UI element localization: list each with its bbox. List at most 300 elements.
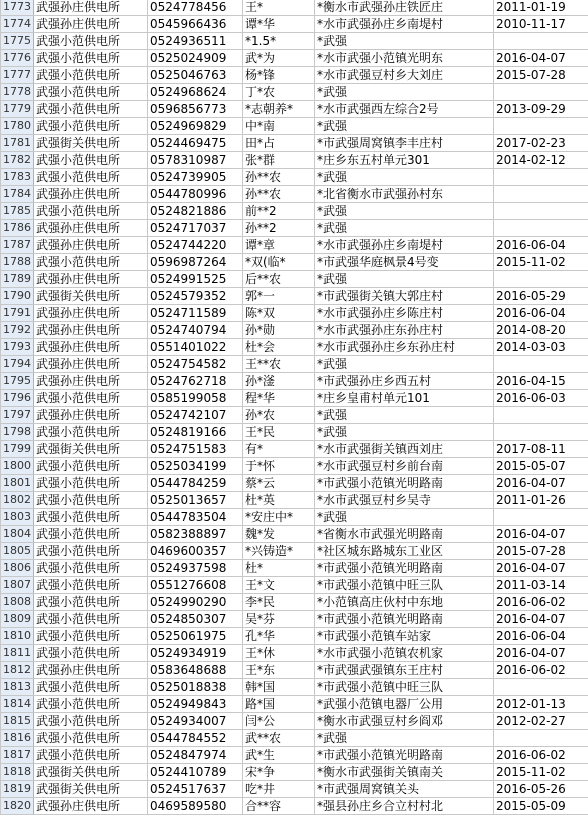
date-cell[interactable]: 2015-07-28 [494, 543, 588, 560]
date-cell[interactable]: 2016-04-07 [494, 50, 588, 67]
unit-cell[interactable]: 武强小范供电所 [34, 560, 148, 577]
table-row [1, 390, 588, 407]
name-cell[interactable]: 吃*井 [243, 781, 315, 798]
row-number-header[interactable]: 1775 [1, 33, 34, 50]
name-cell[interactable]: 合**容 [243, 798, 315, 815]
address-cell[interactable]: *武强 [315, 407, 494, 424]
address-cell[interactable]: *武强 [315, 84, 494, 101]
unit-cell[interactable]: 武强小范供电所 [34, 526, 148, 543]
row-number-header[interactable]: 1812 [1, 662, 34, 679]
address-cell[interactable]: *庄乡东五村单元301 [315, 152, 494, 169]
name-cell[interactable]: *安庄中* [243, 509, 315, 526]
unit-cell[interactable]: 武强小范供电所 [34, 543, 148, 560]
name-cell[interactable]: 孙*滏 [243, 373, 315, 390]
address-cell[interactable]: *水市武强小范镇农机家 [315, 645, 494, 662]
account-cell[interactable]: 0525013657 [148, 492, 243, 509]
date-cell[interactable] [494, 509, 588, 526]
row-number-header[interactable]: 1783 [1, 169, 34, 186]
row-number-header[interactable]: 1809 [1, 611, 34, 628]
address-cell[interactable]: *水市武强孙庄乡南堤村 [315, 16, 494, 33]
account-cell[interactable]: 0524936511 [148, 33, 243, 50]
name-cell[interactable]: 吴*芬 [243, 611, 315, 628]
date-cell[interactable] [494, 424, 588, 441]
unit-cell[interactable]: 武强孙庄供电所 [34, 16, 148, 33]
unit-cell[interactable]: 武强孙庄供电所 [34, 339, 148, 356]
account-cell[interactable]: 0524711589 [148, 305, 243, 322]
address-cell[interactable]: *社区城东路城东工业区 [315, 543, 494, 560]
row-number-header[interactable]: 1796 [1, 390, 34, 407]
row-number-header[interactable]: 1808 [1, 594, 34, 611]
address-cell[interactable]: *庄乡皇甫村单元101 [315, 390, 494, 407]
account-cell[interactable]: 0596987264 [148, 254, 243, 271]
address-cell[interactable]: *水市武强街关镇西刘庄 [315, 441, 494, 458]
address-cell[interactable]: *武强 [315, 169, 494, 186]
date-cell[interactable]: 2013-09-29 [494, 101, 588, 118]
account-cell[interactable]: 0524742107 [148, 407, 243, 424]
account-cell[interactable]: 0524991525 [148, 271, 243, 288]
address-cell[interactable]: *水市武强豆村乡吴寺 [315, 492, 494, 509]
date-cell[interactable]: 2016-05-26 [494, 781, 588, 798]
date-cell[interactable] [494, 220, 588, 237]
unit-cell[interactable]: 武强孙庄供电所 [34, 798, 148, 815]
date-cell[interactable]: 2012-02-27 [494, 713, 588, 730]
date-cell[interactable] [494, 730, 588, 747]
address-cell[interactable]: *水市武强小范镇光明东 [315, 50, 494, 67]
unit-cell[interactable]: 武强孙庄供电所 [34, 0, 148, 16]
row-number-header[interactable]: 1781 [1, 135, 34, 152]
table-row [1, 764, 588, 781]
row-number-header[interactable]: 1820 [1, 798, 34, 815]
unit-cell[interactable]: 武强小范供电所 [34, 67, 148, 84]
address-cell[interactable]: *市武强小范镇车站家 [315, 628, 494, 645]
unit-cell[interactable]: 武强小范供电所 [34, 679, 148, 696]
account-cell[interactable]: 0524949843 [148, 696, 243, 713]
address-cell[interactable]: *水市武强孙庄乡南堤村 [315, 237, 494, 254]
row-number-header[interactable]: 1797 [1, 407, 34, 424]
name-cell[interactable]: 宋*争 [243, 764, 315, 781]
account-cell[interactable]: 0578310987 [148, 152, 243, 169]
address-cell[interactable]: *水市武强西左综合2号 [315, 101, 494, 118]
table-row [1, 16, 588, 33]
unit-cell[interactable]: 武强小范供电所 [34, 577, 148, 594]
address-cell[interactable]: *市武强周窝镇李丰庄村 [315, 135, 494, 152]
date-cell[interactable] [494, 203, 588, 220]
date-cell[interactable]: 2015-05-09 [494, 798, 588, 815]
row-number-header[interactable]: 1780 [1, 118, 34, 135]
unit-cell[interactable]: 武强小范供电所 [34, 747, 148, 764]
row-number-header[interactable]: 1810 [1, 628, 34, 645]
row-number-header[interactable]: 1794 [1, 356, 34, 373]
table-row [1, 696, 588, 713]
date-cell[interactable]: 2010-11-17 [494, 16, 588, 33]
name-cell[interactable]: *志朝养* [243, 101, 315, 118]
account-cell[interactable]: 0525024909 [148, 50, 243, 67]
address-cell[interactable]: *武强 [315, 730, 494, 747]
name-cell[interactable]: 武**农 [243, 730, 315, 747]
address-cell[interactable]: *市武强华庭枫景4号变 [315, 254, 494, 271]
row-number-header[interactable]: 1777 [1, 67, 34, 84]
name-cell[interactable]: 蔡*云 [243, 475, 315, 492]
unit-cell[interactable]: 武强孙庄供电所 [34, 186, 148, 203]
account-cell[interactable]: 0525046763 [148, 67, 243, 84]
unit-cell[interactable]: 武强街关供电所 [34, 441, 148, 458]
row-number-header[interactable]: 1799 [1, 441, 34, 458]
date-cell[interactable]: 2014-03-03 [494, 339, 588, 356]
unit-cell[interactable]: 武强小范供电所 [34, 84, 148, 101]
account-cell[interactable]: 0524937598 [148, 560, 243, 577]
row-number-header[interactable]: 1805 [1, 543, 34, 560]
date-cell[interactable]: 2016-06-03 [494, 390, 588, 407]
date-cell[interactable]: 2015-07-28 [494, 67, 588, 84]
row-number-header[interactable]: 1785 [1, 203, 34, 220]
address-cell[interactable]: *武强 [315, 118, 494, 135]
account-cell[interactable]: 0524934007 [148, 713, 243, 730]
account-cell[interactable]: 0524751583 [148, 441, 243, 458]
row-number-header[interactable]: 1789 [1, 271, 34, 288]
account-cell[interactable]: 0524762718 [148, 373, 243, 390]
unit-cell[interactable]: 武强小范供电所 [34, 152, 148, 169]
account-cell[interactable]: 0524990290 [148, 594, 243, 611]
unit-cell[interactable]: 武强小范供电所 [34, 713, 148, 730]
row-number-header[interactable]: 1814 [1, 696, 34, 713]
name-cell[interactable]: 杜*英 [243, 492, 315, 509]
unit-cell[interactable]: 武强小范供电所 [34, 50, 148, 67]
address-cell[interactable]: *武强 [315, 509, 494, 526]
row-number-header[interactable]: 1793 [1, 339, 34, 356]
unit-cell[interactable]: 武强小范供电所 [34, 611, 148, 628]
date-cell[interactable] [494, 271, 588, 288]
date-cell[interactable]: 2015-05-07 [494, 458, 588, 475]
account-cell[interactable]: 0524850307 [148, 611, 243, 628]
row-number-header[interactable]: 1778 [1, 84, 34, 101]
date-cell[interactable]: 2016-06-02 [494, 594, 588, 611]
date-cell[interactable]: 2015-11-02 [494, 254, 588, 271]
name-cell[interactable]: 王*民 [243, 424, 315, 441]
name-cell[interactable]: 孙**农 [243, 186, 315, 203]
name-cell[interactable]: 田*占 [243, 135, 315, 152]
unit-cell[interactable]: 武强小范供电所 [34, 594, 148, 611]
name-cell[interactable]: 谭*华 [243, 16, 315, 33]
date-cell[interactable] [494, 356, 588, 373]
row-number-header[interactable]: 1791 [1, 305, 34, 322]
name-cell[interactable]: 王*东 [243, 662, 315, 679]
unit-cell[interactable]: 武强小范供电所 [34, 424, 148, 441]
row-number-header[interactable]: 1800 [1, 458, 34, 475]
name-cell[interactable]: 后**农 [243, 271, 315, 288]
table-row [1, 628, 588, 645]
address-cell[interactable]: *北省衡水市武强孙村东 [315, 186, 494, 203]
address-cell[interactable]: *武强 [315, 203, 494, 220]
account-cell[interactable]: 0544784259 [148, 475, 243, 492]
address-cell[interactable]: *衡水市武强街关镇南关 [315, 764, 494, 781]
name-cell[interactable]: 陈*双 [243, 305, 315, 322]
account-cell[interactable]: 0524847974 [148, 747, 243, 764]
account-cell[interactable]: 0525034199 [148, 458, 243, 475]
row-number-header[interactable]: 1817 [1, 747, 34, 764]
address-cell[interactable]: *市武强小范镇光明路南 [315, 560, 494, 577]
unit-cell[interactable]: 武强孙庄供电所 [34, 662, 148, 679]
account-cell[interactable]: 0524778456 [148, 0, 243, 16]
name-cell[interactable]: *1.5* [243, 33, 315, 50]
account-cell[interactable]: 0524717037 [148, 220, 243, 237]
name-cell[interactable]: *双(临* [243, 254, 315, 271]
unit-cell[interactable]: 武强小范供电所 [34, 101, 148, 118]
row-number-header[interactable]: 1804 [1, 526, 34, 543]
address-cell[interactable]: *武强 [315, 356, 494, 373]
account-cell[interactable]: 0524968624 [148, 84, 243, 101]
account-cell[interactable]: 0551401022 [148, 339, 243, 356]
unit-cell[interactable]: 武强小范供电所 [34, 628, 148, 645]
account-cell[interactable]: 0585199058 [148, 390, 243, 407]
date-cell[interactable]: 2014-08-20 [494, 322, 588, 339]
address-cell[interactable]: *小范镇高庄伙村中东地 [315, 594, 494, 611]
name-cell[interactable]: 杜*会 [243, 339, 315, 356]
name-cell[interactable]: 韩*国 [243, 679, 315, 696]
unit-cell[interactable]: 武强小范供电所 [34, 475, 148, 492]
name-cell[interactable]: 孙**农 [243, 169, 315, 186]
date-cell[interactable]: 2016-04-07 [494, 645, 588, 662]
date-cell[interactable]: 2016-04-07 [494, 526, 588, 543]
account-cell[interactable]: 0524821886 [148, 203, 243, 220]
row-number-header[interactable]: 1801 [1, 475, 34, 492]
unit-cell[interactable]: 武强孙庄供电所 [34, 271, 148, 288]
table-row [1, 118, 588, 135]
date-cell[interactable]: 2016-06-04 [494, 628, 588, 645]
address-cell[interactable]: *衡水市武强豆村乡阎邓 [315, 713, 494, 730]
date-cell[interactable]: 2016-04-07 [494, 611, 588, 628]
name-cell[interactable]: 王*文 [243, 577, 315, 594]
unit-cell[interactable]: 武强孙庄供电所 [34, 220, 148, 237]
unit-cell[interactable]: 武强街关供电所 [34, 764, 148, 781]
unit-cell[interactable]: 武强小范供电所 [34, 458, 148, 475]
address-cell[interactable]: *市武强武强镇东王庄村 [315, 662, 494, 679]
row-number-header[interactable]: 1786 [1, 220, 34, 237]
unit-cell[interactable]: 武强小范供电所 [34, 118, 148, 135]
account-cell[interactable]: 0469600357 [148, 543, 243, 560]
name-cell[interactable]: 王* [243, 0, 315, 16]
account-cell[interactable]: 0524819166 [148, 424, 243, 441]
date-cell[interactable]: 2011-03-14 [494, 577, 588, 594]
account-cell[interactable]: 0469589580 [148, 798, 243, 815]
row-number-header[interactable]: 1807 [1, 577, 34, 594]
date-cell[interactable] [494, 33, 588, 50]
name-cell[interactable]: 中*南 [243, 118, 315, 135]
address-cell[interactable]: *市武强孙庄乡西五村 [315, 373, 494, 390]
name-cell[interactable]: 张*群 [243, 152, 315, 169]
date-cell[interactable] [494, 407, 588, 424]
address-cell[interactable]: *武强 [315, 424, 494, 441]
date-cell[interactable] [494, 679, 588, 696]
row-number-header[interactable]: 1779 [1, 101, 34, 118]
unit-cell[interactable]: 武强小范供电所 [34, 390, 148, 407]
address-cell[interactable]: *省衡水市武强光明路南 [315, 526, 494, 543]
row-number-header[interactable]: 1773 [1, 0, 34, 16]
unit-cell[interactable]: 武强街关供电所 [34, 781, 148, 798]
address-cell[interactable]: *市武强小范镇光明路南 [315, 475, 494, 492]
address-cell[interactable]: *市武强小范镇中旺三队 [315, 577, 494, 594]
unit-cell[interactable]: 武强孙庄供电所 [34, 407, 148, 424]
address-cell[interactable]: *水市武强孙庄乡陈庄村 [315, 305, 494, 322]
name-cell[interactable]: 杜* [243, 560, 315, 577]
name-cell[interactable]: 郭*一 [243, 288, 315, 305]
address-cell[interactable]: *市武强小范镇光明路南 [315, 611, 494, 628]
unit-cell[interactable]: 武强小范供电所 [34, 509, 148, 526]
name-cell[interactable]: 有* [243, 441, 315, 458]
date-cell[interactable]: 2016-04-07 [494, 475, 588, 492]
account-cell[interactable]: 0544780996 [148, 186, 243, 203]
account-cell[interactable]: 0524744220 [148, 237, 243, 254]
name-cell[interactable]: 武*生 [243, 747, 315, 764]
date-cell[interactable] [494, 118, 588, 135]
name-cell[interactable]: *兴铸造* [243, 543, 315, 560]
address-cell[interactable]: *武强 [315, 271, 494, 288]
table-row [1, 492, 588, 509]
name-cell[interactable]: 孙*勋 [243, 322, 315, 339]
date-cell[interactable]: 2015-11-02 [494, 764, 588, 781]
date-cell[interactable]: 2016-04-07 [494, 560, 588, 577]
row-number-header[interactable]: 1790 [1, 288, 34, 305]
name-cell[interactable]: 闫*公 [243, 713, 315, 730]
date-cell[interactable] [494, 84, 588, 101]
account-cell[interactable]: 0524469475 [148, 135, 243, 152]
date-cell[interactable] [494, 169, 588, 186]
row-number-header[interactable]: 1802 [1, 492, 34, 509]
row-number-header[interactable]: 1818 [1, 764, 34, 781]
row-number-header[interactable]: 1811 [1, 645, 34, 662]
account-cell[interactable]: 0544783504 [148, 509, 243, 526]
unit-cell[interactable]: 武强小范供电所 [34, 730, 148, 747]
unit-cell[interactable]: 武强小范供电所 [34, 492, 148, 509]
date-cell[interactable]: 2016-04-15 [494, 373, 588, 390]
date-cell[interactable]: 2012-01-13 [494, 696, 588, 713]
row-number-header[interactable]: 1803 [1, 509, 34, 526]
address-cell[interactable]: *武强 [315, 33, 494, 50]
row-number-header[interactable]: 1788 [1, 254, 34, 271]
account-cell[interactable]: 0525061975 [148, 628, 243, 645]
address-cell[interactable]: *市武强小范镇光明路南 [315, 747, 494, 764]
name-cell[interactable]: 李*民 [243, 594, 315, 611]
name-cell[interactable]: 王*休 [243, 645, 315, 662]
address-cell[interactable]: *强县孙庄乡合立村村北 [315, 798, 494, 815]
row-number-header[interactable]: 1782 [1, 152, 34, 169]
name-cell[interactable]: 孙**2 [243, 220, 315, 237]
unit-cell[interactable]: 武强小范供电所 [34, 203, 148, 220]
account-cell[interactable]: 0583648688 [148, 662, 243, 679]
unit-cell[interactable]: 武强孙庄供电所 [34, 373, 148, 390]
name-cell[interactable]: 武*为 [243, 50, 315, 67]
unit-cell[interactable]: 武强小范供电所 [34, 696, 148, 713]
row-number-header[interactable]: 1795 [1, 373, 34, 390]
name-cell[interactable]: 杨*锋 [243, 67, 315, 84]
name-cell[interactable]: 王**农 [243, 356, 315, 373]
unit-cell[interactable]: 武强街关供电所 [34, 135, 148, 152]
address-cell[interactable]: *水市武强孙庄东孙庄村 [315, 322, 494, 339]
address-cell[interactable]: *水市武强豆村乡前台南 [315, 458, 494, 475]
account-cell[interactable]: 0524579352 [148, 288, 243, 305]
address-cell[interactable]: *武强 [315, 220, 494, 237]
row-number-header[interactable]: 1815 [1, 713, 34, 730]
row-number-header[interactable]: 1774 [1, 16, 34, 33]
account-cell[interactable]: 0545966436 [148, 16, 243, 33]
account-cell[interactable]: 0524517637 [148, 781, 243, 798]
account-cell[interactable]: 0525018838 [148, 679, 243, 696]
account-cell[interactable]: 0524740794 [148, 322, 243, 339]
account-cell[interactable]: 0582388897 [148, 526, 243, 543]
address-cell[interactable]: *水市武强豆村乡大刘庄 [315, 67, 494, 84]
unit-cell[interactable]: 武强小范供电所 [34, 169, 148, 186]
account-cell[interactable]: 0524969829 [148, 118, 243, 135]
unit-cell[interactable]: 武强小范供电所 [34, 33, 148, 50]
account-cell[interactable]: 0524739905 [148, 169, 243, 186]
unit-cell[interactable]: 武强街关供电所 [34, 288, 148, 305]
row-number-header[interactable]: 1792 [1, 322, 34, 339]
account-cell[interactable]: 0524410789 [148, 764, 243, 781]
name-cell[interactable]: 孙*农 [243, 407, 315, 424]
address-cell[interactable]: *市武强小范镇中旺三队 [315, 679, 494, 696]
table-row [1, 475, 588, 492]
unit-cell[interactable]: 武强小范供电所 [34, 254, 148, 271]
address-cell[interactable]: *市武强周窝镇关头 [315, 781, 494, 798]
table-row [1, 373, 588, 390]
date-cell[interactable]: 2016-06-02 [494, 662, 588, 679]
name-cell[interactable]: 前**2 [243, 203, 315, 220]
name-cell[interactable]: 谭*章 [243, 237, 315, 254]
row-number-header[interactable]: 1819 [1, 781, 34, 798]
row-number-header[interactable]: 1776 [1, 50, 34, 67]
name-cell[interactable]: 程*华 [243, 390, 315, 407]
address-cell[interactable]: *武强小范镇电器厂公用 [315, 696, 494, 713]
date-cell[interactable]: 2016-05-29 [494, 288, 588, 305]
date-cell[interactable]: 2016-06-04 [494, 305, 588, 322]
unit-cell[interactable]: 武强孙庄供电所 [34, 356, 148, 373]
account-cell[interactable]: 0596856773 [148, 101, 243, 118]
table-row [1, 203, 588, 220]
unit-cell[interactable]: 武强孙庄供电所 [34, 305, 148, 322]
name-cell[interactable]: 于*怀 [243, 458, 315, 475]
date-cell[interactable]: 2014-02-12 [494, 152, 588, 169]
date-cell[interactable] [494, 186, 588, 203]
name-cell[interactable]: 魏*发 [243, 526, 315, 543]
account-cell[interactable]: 0551276608 [148, 577, 243, 594]
account-cell[interactable]: 0524934919 [148, 645, 243, 662]
name-cell[interactable]: 丁*农 [243, 84, 315, 101]
name-cell[interactable]: 路*国 [243, 696, 315, 713]
row-number-header[interactable]: 1816 [1, 730, 34, 747]
row-number-header[interactable]: 1787 [1, 237, 34, 254]
date-cell[interactable]: 2011-01-26 [494, 492, 588, 509]
date-cell[interactable]: 2016-06-04 [494, 237, 588, 254]
account-cell[interactable]: 0544784552 [148, 730, 243, 747]
table-body [1, 0, 588, 815]
row-number-header[interactable]: 1806 [1, 560, 34, 577]
table-row [1, 50, 588, 67]
row-number-header[interactable]: 1784 [1, 186, 34, 203]
date-cell[interactable]: 2017-02-23 [494, 135, 588, 152]
date-cell[interactable]: 2017-08-11 [494, 441, 588, 458]
date-cell[interactable]: 2016-06-02 [494, 747, 588, 764]
address-cell[interactable]: *水市武强孙庄乡东孙庄村 [315, 339, 494, 356]
address-cell[interactable]: *市武强街关镇大郭庄村 [315, 288, 494, 305]
name-cell[interactable]: 孔*华 [243, 628, 315, 645]
date-cell[interactable]: 2011-01-19 [494, 0, 588, 16]
address-cell[interactable]: *衡水市武强孙庄铁匠庄 [315, 0, 494, 16]
account-cell[interactable]: 0524754582 [148, 356, 243, 373]
unit-cell[interactable]: 武强孙庄供电所 [34, 322, 148, 339]
unit-cell[interactable]: 武强孙庄供电所 [34, 237, 148, 254]
row-number-header[interactable]: 1798 [1, 424, 34, 441]
unit-cell[interactable]: 武强小范供电所 [34, 645, 148, 662]
row-number-header[interactable]: 1813 [1, 679, 34, 696]
